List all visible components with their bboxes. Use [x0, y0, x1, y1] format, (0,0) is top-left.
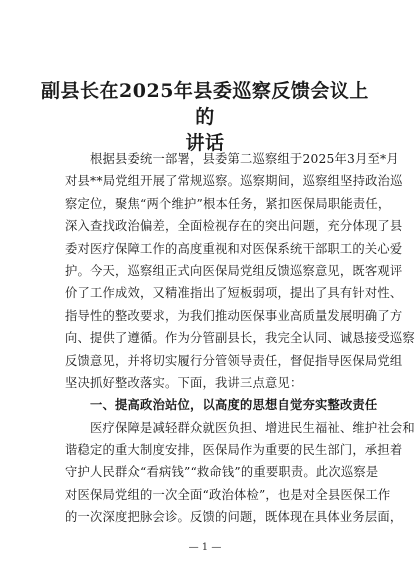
paragraph-1-line: 护。今天，巡察组正式向医保局党组反馈巡察意见，既客观评	[65, 263, 403, 278]
paragraph-1-line: 委对医疗保障工作的高度重视和对医保系统干部职工的关心爱	[65, 241, 403, 256]
document-body	[65, 148, 415, 529]
page-number: — 1 —	[188, 542, 222, 553]
paragraph-1-line: 指导性的整改要求，为我们推动医保事业高质量发展明确了方	[65, 308, 403, 323]
paragraph-2-line: 的一次深度把脉会诊。反馈的问题，既体现在具体业务层面，	[65, 510, 403, 525]
paragraph-1-line: 根据县委统一部署，县委第二巡察组于2025年3月至*月	[90, 152, 399, 166]
section-1-heading: 一、提高政治站位，以高度的思想自觉夯实整改责任	[90, 398, 378, 413]
paragraph-2-line: 医疗保障是减轻群众就医负担、增进民生福祉、维护社会和	[90, 420, 415, 435]
paragraph-1-line: 向、提供了遵循。作为分管副县长，我完全认同、诚恳接受巡察	[65, 331, 415, 346]
title-line-2: 讲话	[185, 132, 225, 154]
paragraph-1-line: 深入查找政治偏差，全面检视存在的突出问题，充分体现了县	[65, 219, 403, 234]
paragraph-2-line: 对医保局党组的一次全面“政治体检”，也是对全县医保工作	[65, 487, 391, 502]
paragraph-1-line: 价了工作成效，又精准指出了短板弱项，提出了具有针对性、	[65, 286, 403, 301]
paragraph-2-line: 谐稳定的重大制度安排，医保局作为重要的民生部门，承担着	[65, 443, 403, 458]
paragraph-1-line: 反馈意见，并将切实履行分管领导责任，督促指导医保局党组	[65, 353, 403, 368]
paragraph-1-line: 察定位，聚焦“两个维护”根本任务，紧扣医保局职能责任，	[65, 196, 391, 211]
document-title	[40, 78, 370, 156]
paragraph-1-line: 对县**局党组开展了常规巡察。巡察期间，巡察组坚持政治巡	[65, 174, 403, 189]
paragraph-1-line: 坚决抓好整改落实。下面，我讲三点意见：	[65, 375, 303, 390]
title-line-1: 副县长在2025年县委巡察反馈会议上的	[41, 80, 369, 128]
paragraph-2-line: 守护人民群众“看病钱”“救命钱”的重要职责。此次巡察是	[65, 465, 379, 480]
